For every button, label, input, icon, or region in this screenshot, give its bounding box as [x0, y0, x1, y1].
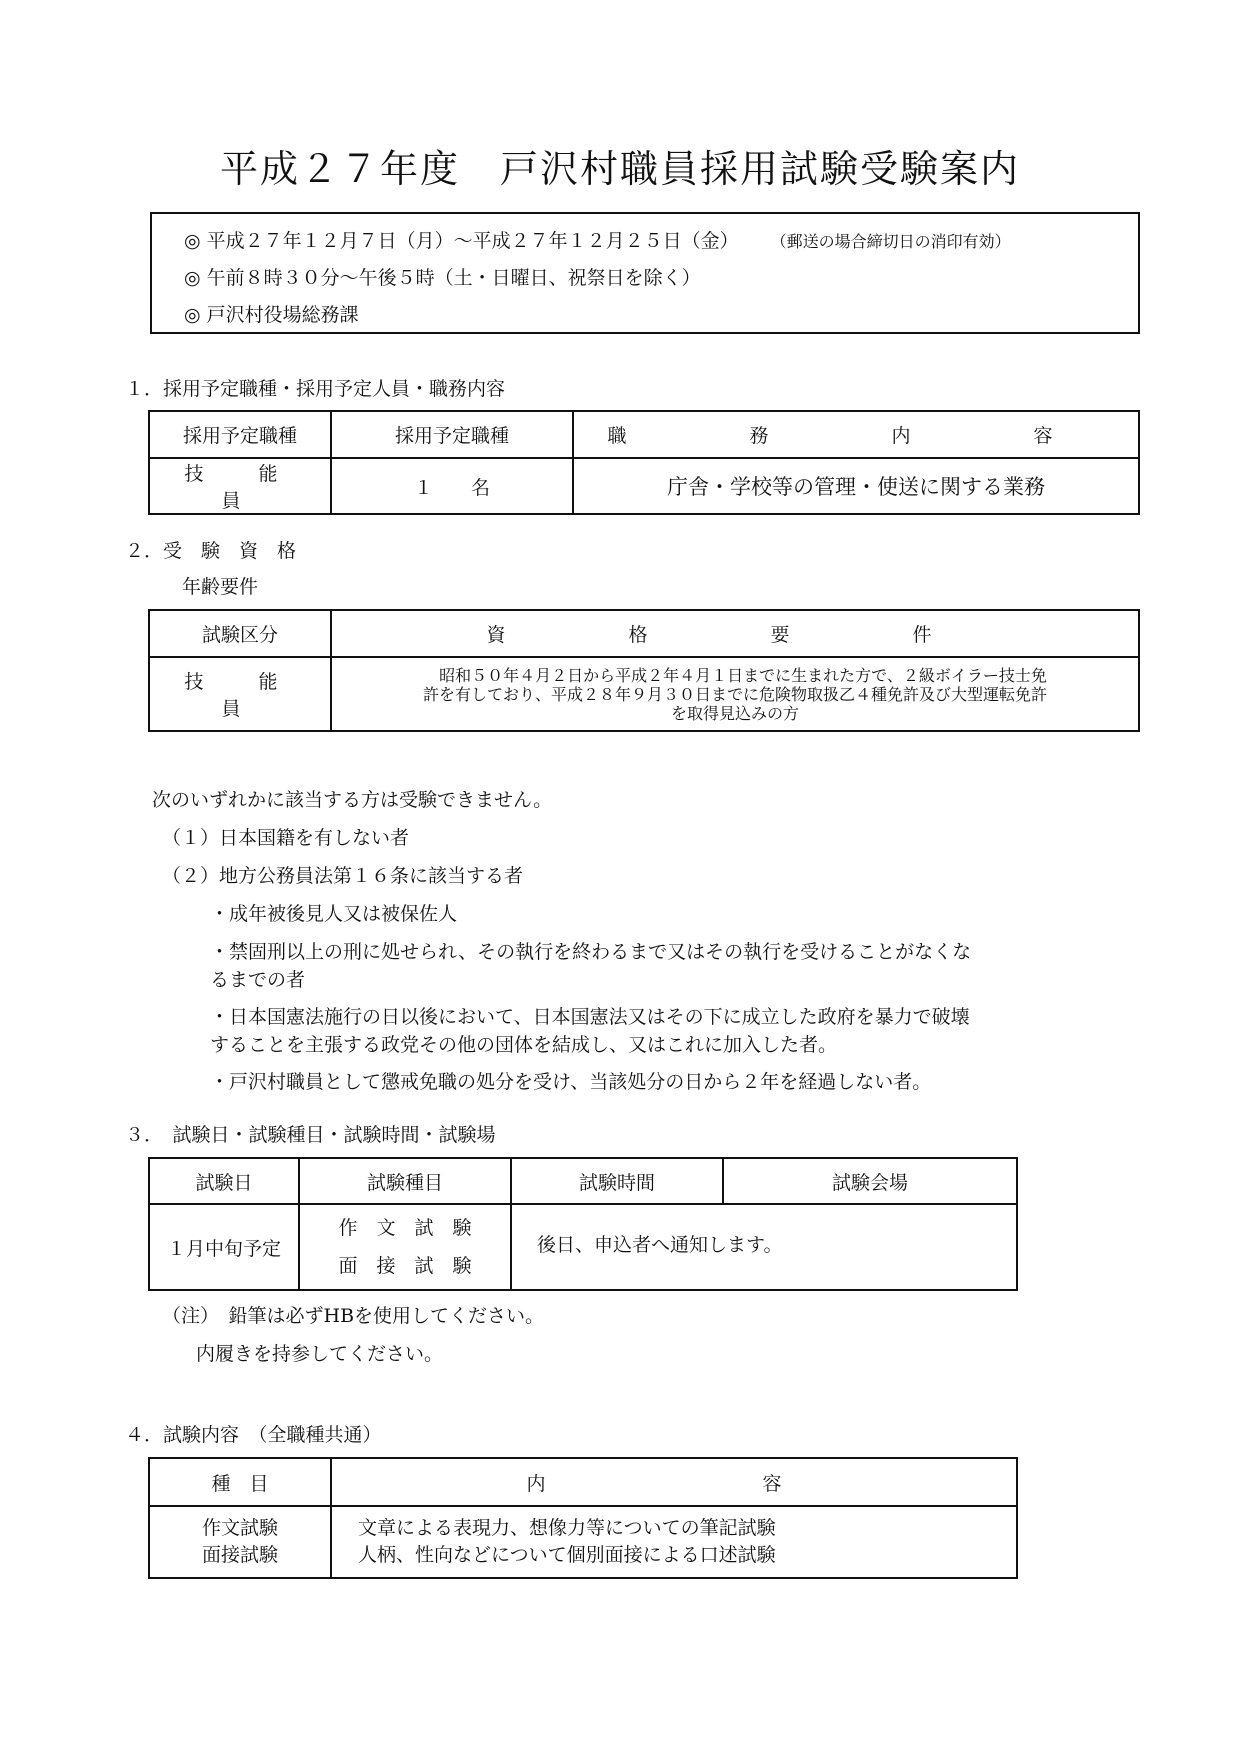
disqualification-intro: 次のいずれかに該当する方は受験できません。 [152, 789, 553, 811]
bullet-line: ・戸沢村職員として懲戒免職の処分を受け、当該処分の日から２年を経過しない者。 [210, 1071, 932, 1093]
requirements-line: 昭和５０年４月２日から平成２年４月１日までに生まれた方で、２級ボイラー技士免 [423, 665, 1047, 685]
qualifications-cell-category: 技 能 員 [149, 657, 331, 731]
contents-cell-subjects [149, 1506, 331, 1578]
contents-description: 文章による表現力、想像力等についての筆記試験 [358, 1517, 776, 1539]
schedule-header-subject: 試験種目 [299, 1158, 511, 1204]
exam-note-shoes: 内履きを持参してください。 [196, 1343, 444, 1365]
exam-schedule-table [148, 1157, 1018, 1291]
qualifications-header-requirements: 資 格 要 件 [331, 610, 1139, 657]
application-period [184, 226, 1011, 253]
requirements-line: を取得見込みの方 [670, 703, 799, 723]
bullet-line: ・成年被後見人又は被保佐人 [210, 903, 458, 925]
qualifications-cell-requirements [331, 657, 1139, 731]
section4-heading: ４．試験内容 （全職種共通） [125, 1424, 382, 1446]
application-place: ◎ 戸沢村役場総務課 [184, 304, 359, 326]
exam-note-pencil: （注） 鉛筆は必ずHBを使用してください。 [162, 1305, 545, 1327]
period-text: ◎ 平成２７年１２月７日（月）～平成２７年１２月２５日（金） [184, 230, 739, 252]
disqualification-bullet [210, 900, 457, 928]
qualifications-table [148, 609, 1140, 732]
schedule-header-date: 試験日 [149, 1158, 299, 1204]
schedule-cell-date: １月中旬予定 [149, 1204, 299, 1290]
contents-header-subject: 種 目 [149, 1458, 331, 1506]
bullet-line: るまでの者 [210, 969, 306, 991]
positions-header-duties: 職 務 内 容 [573, 411, 1139, 458]
document-title: 平成２７年度 戸沢村職員採用試験受験案内 [219, 147, 1020, 191]
bullet-line: ・日本国憲法施行の日以後において、日本国憲法又はその下に成立した政府を暴力で破壊 [210, 1006, 970, 1028]
positions-cell-count: １ 名 [331, 458, 573, 514]
disqualification-item: （２）地方公務員法第１６条に該当する者 [162, 865, 524, 887]
application-hours: ◎ 午前８時３０分～午後５時（土・日曜日、祝祭日を除く） [184, 267, 701, 289]
schedule-cell-notice: 後日、申込者へ通知します。 [511, 1204, 1017, 1290]
disqualification-item: （１）日本国籍を有しない者 [162, 827, 410, 849]
positions-cell-type: 技 能 員 [149, 458, 331, 514]
schedule-cell-subjects [299, 1204, 511, 1290]
positions-header-count: 採用予定職種 [331, 411, 573, 458]
contents-subject: 作文試験 [201, 1517, 278, 1539]
schedule-header-venue: 試験会場 [723, 1158, 1017, 1204]
section2-heading: ２．受 験 資 格 [125, 540, 297, 562]
application-info-box [150, 212, 1140, 334]
exam-contents-table [148, 1457, 1018, 1579]
disqualification-bullet [210, 938, 971, 994]
disqualification-bullet [210, 1003, 970, 1059]
subject-line: 作 文 試 験 [338, 1217, 472, 1239]
positions-header-type: 採用予定職種 [149, 411, 331, 458]
contents-description: 人柄、性向などについて個別面接による口述試験 [358, 1544, 776, 1566]
disqualification-bullet [210, 1068, 931, 1096]
section3-heading: ３． 試験日・試験種目・試験時間・試験場 [125, 1124, 496, 1146]
age-requirement-label: 年齢要件 [182, 576, 259, 598]
period-note: （郵送の場合締切日の消印有効） [778, 232, 1011, 251]
subject-line: 面 接 試 験 [338, 1255, 472, 1277]
qualifications-header-category: 試験区分 [149, 610, 331, 657]
requirements-line: 許を有しており、平成２８年９月３０日までに危険物取扱乙４種免許及び大型運転免許 [422, 684, 1047, 704]
contents-cell-descriptions [331, 1506, 1017, 1578]
contents-subject: 面接試験 [201, 1544, 278, 1566]
bullet-line: ・禁固刑以上の刑に処せられ、その執行を終わるまで又はその執行を受けることがなくな [210, 941, 972, 963]
bullet-line: することを主張する政党その他の団体を結成し、又はこれに加入した者。 [210, 1034, 838, 1056]
schedule-header-time: 試験時間 [511, 1158, 723, 1204]
section1-heading: １．採用予定職種・採用予定人員・職務内容 [125, 378, 506, 400]
contents-header-content: 内 容 [331, 1458, 1017, 1506]
positions-cell-duties: 庁舎・学校等の管理・使送に関する業務 [573, 458, 1139, 514]
positions-table [148, 410, 1140, 515]
